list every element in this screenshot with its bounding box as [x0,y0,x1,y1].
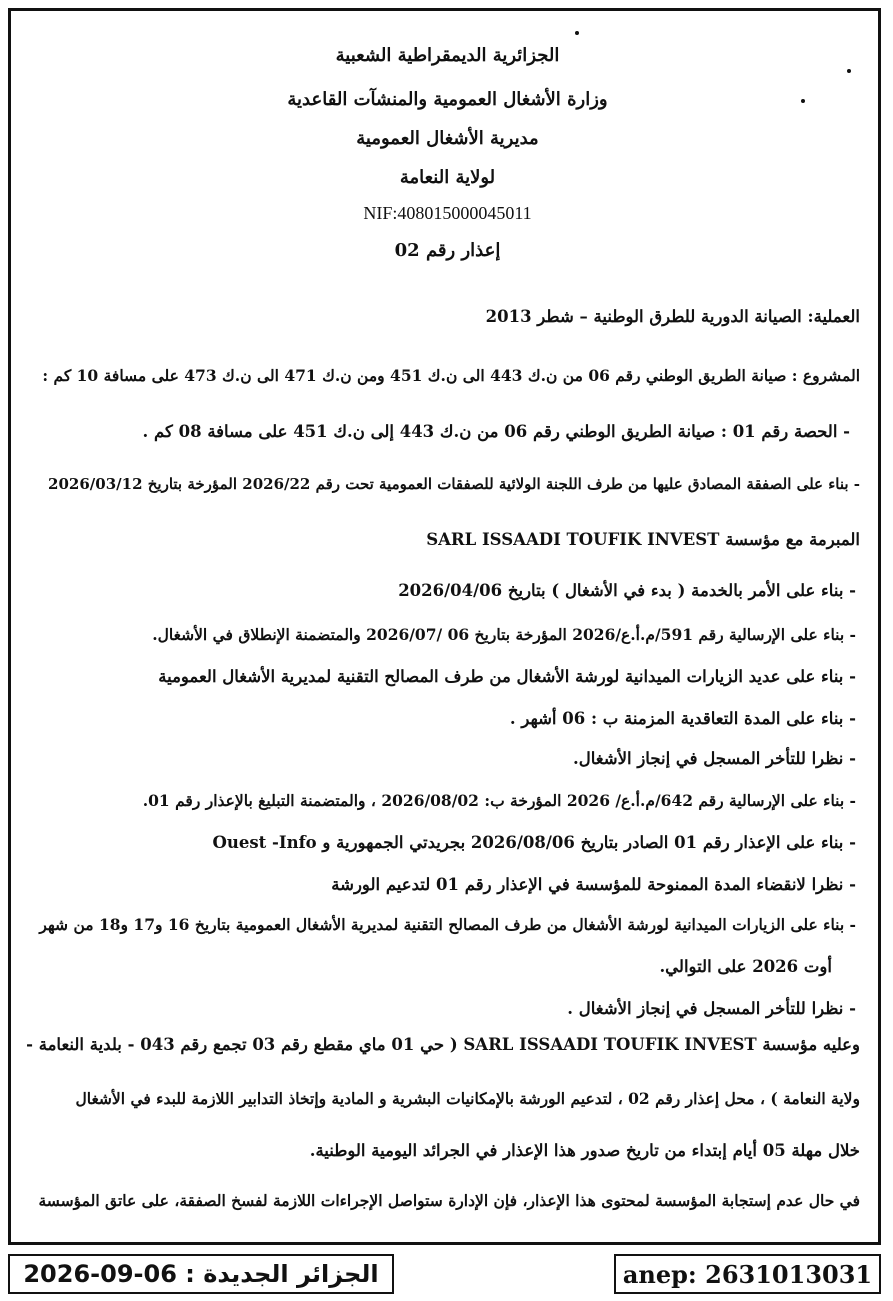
lot-line: - الحصة رقم 01 : صيانة الطريق الوطني رقم 06 من ن.ك 443 إلى ن.ك 451 على مسافة 08 كم . [142,422,850,441]
paragraph-line: وعليه مؤسسة SARL ISSAADI TOUFIK INVEST ( حي 01 ماي مقطع رقم 03 تجمع رقم 043 - بلدية النعامة - [26,1035,860,1054]
anep-reference-box: anep: 2631013031 [614,1254,881,1294]
paragraph-line: في حال عدم إستجابة المؤسسة لمحتوى هذا الإعذار، فإن الإدارة ستواصل الإجراءات اللازمة لفسخ الصفقة، على عاتق المؤسسة [38,1191,860,1210]
bullet-item: - بناء على الزيارات الميدانية لورشة الأشغال من طرف المصالح التقنية لمديرية الأشغال العمومية بتاريخ 16 و17 و18 من شهر [39,915,856,934]
bullet-item: - بناء على المدة التعاقدية المزمنة ب : 06 أشهر . [509,709,856,728]
bullet-item: أوت 2026 على التوالي. [659,957,832,976]
paragraph-line: خلال مهلة 05 أيام إبتداء من تاريخ صدور هذا الإعذار في الجرائد اليومية الوطنية. [309,1141,860,1160]
bullet-item: - بناء على عديد الزيارات الميدانية لورشة الأشغال من طرف المصالح التقنية لمديرية الأشغال العمومية [158,667,856,686]
operation-line: العملية: الصيانة الدورية للطرق الوطنية – شطر 2013 [485,307,860,326]
bullet-item: - بناء على الأمر بالخدمة ( بدء في الأشغال ) بتاريخ 2026/04/06 [398,581,856,600]
header-wilaya: لولاية النعامة [399,167,496,188]
paragraph-line: ولاية النعامة ) ، محل إعذار رقم 02 ، لتدعيم الورشة بالإمكانيات البشرية و المادية وإتخاذ التدابير اللازمة للبدء في الأشغال [75,1089,860,1108]
project-line: المشروع : صيانة الطريق الوطني رقم 06 من ن.ك 443 الى ن.ك 451 ومن ن.ك 471 الى ن.ك 473 على مسافة 10 كم : [42,366,860,385]
scan-speck [575,31,579,35]
bullet-item: - بناء على الإرسالية رقم 591/م.أ.ع/2026 المؤرخة بتاريخ 06 /2026/07 والمتضمنة الإنطلاق في الأشغال. [152,625,856,644]
header-nif: NIF:408015000045011 [363,203,532,223]
bullet-item: - بناء على الإعذار رقم 01 الصادر بتاريخ 2026/08/06 بجريدتي الجمهورية و Ouest -Info [212,833,856,852]
bullet-item: - نظرا لانقضاء المدة الممنوحة للمؤسسة في الإعذار رقم 01 لتدعيم الورشة [331,875,856,894]
contract-basis-line: المبرمة مع مؤسسة SARL ISSAADI TOUFIK INVEST [426,530,860,549]
scan-speck [847,69,851,73]
bullet-item: - نظرا للتأخر المسجل في إنجاز الأشغال. [573,749,856,768]
notice-title: إعذار رقم 02 [394,240,501,261]
header-directorate: مديرية الأشغال العمومية [356,128,539,149]
header-ministry: وزارة الأشغال العمومية والمنشآت القاعدية [287,89,608,110]
header-country-line: الجزائرية الديمقراطية الشعبية [335,45,560,66]
notice-document [8,8,881,1245]
bullet-item: - نظرا للتأخر المسجل في إنجاز الأشغال . [567,999,856,1018]
contract-basis-line: - بناء على الصفقة المصادق عليها من طرف اللجنة الولائية للصفقات العمومية تحت رقم 2026/22 المؤرخة بتاريخ 2026/03/12 [48,475,860,493]
bullet-item: - بناء على الإرسالية رقم 642/م.أ.ع/ 2026 المؤرخة ب: 2026/08/02 ، والمتضمنة التبليغ بالإعذار رقم 01. [142,791,856,810]
newspaper-date-box: الجزائر الجديدة : 06-09-2026 [8,1254,394,1294]
